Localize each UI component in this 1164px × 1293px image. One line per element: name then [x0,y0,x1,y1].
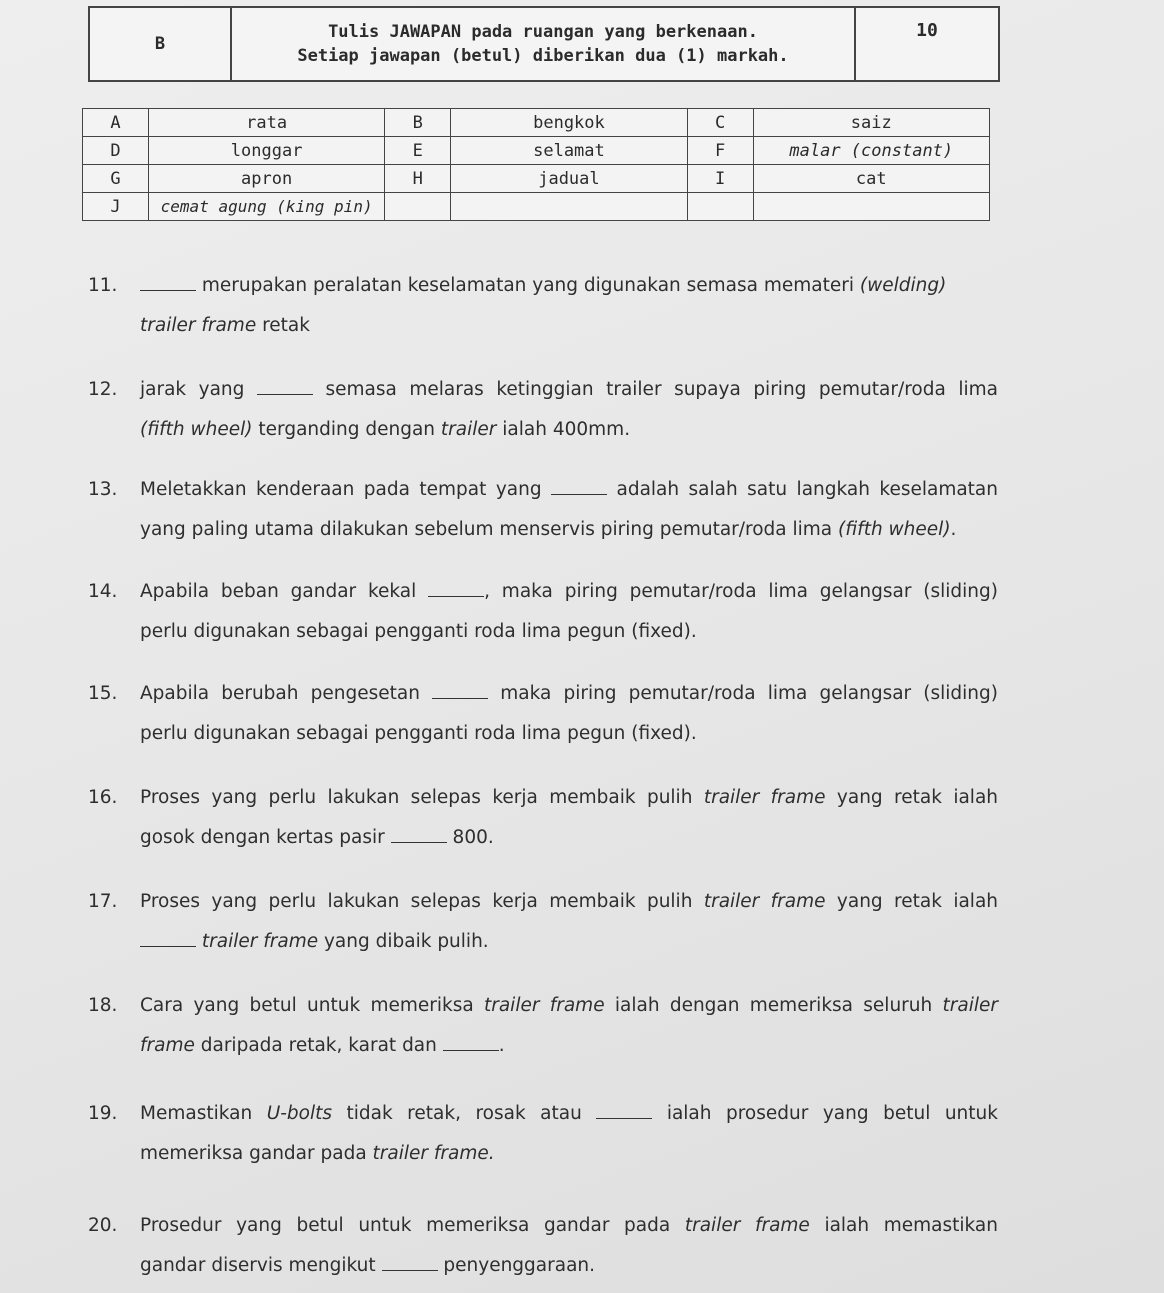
answer-blank[interactable] [428,580,484,597]
choice-value: apron [148,165,384,193]
question-text-italic: (fifth wheel) [838,519,951,540]
choice-key: C [687,109,753,137]
choice-key: J [83,193,149,221]
section-instructions [232,8,856,80]
question-number: 16. [88,787,118,808]
question-text: penyenggaraan. [443,1255,596,1276]
choice-value: rata [148,109,384,137]
question-text: merupakan peralatan keselamatan yang digunakan semasa memateri [201,275,855,296]
question-text: . [950,519,957,540]
question-text-italic: trailer [942,995,998,1016]
question-text: , maka piring pemutar/roda lima gelangsar (sliding) [484,581,998,602]
choice-key: H [385,165,451,193]
question-text: Prosedur yang betul untuk memeriksa gandar pada [140,1215,671,1236]
question-20 [88,1206,998,1286]
question-number: 15. [88,683,118,704]
question-text: maka piring pemutar/roda lima gelangsar (sliding) [500,683,998,704]
question-14 [88,572,998,652]
question-text-italic: trailer frame [703,787,826,808]
choice-value: jadual [451,165,687,193]
question-number: 11. [88,275,118,296]
question-number: 17. [88,891,118,912]
question-text: perlu digunakan sebagai pengganti roda lima pegun (fixed). [140,621,697,642]
question-text: memeriksa gandar pada [140,1143,367,1164]
question-text: yang paling utama dilakukan sebelum menservis piring pemutar/roda lima [140,519,833,540]
question-text: daripada retak, karat dan [200,1035,437,1056]
question-text: jarak yang [140,379,245,400]
question-text: 800. [452,827,494,848]
question-text-italic: trailer frame [201,931,319,952]
question-text: gosok dengan kertas pasir [140,827,385,848]
section-marks: 10 [916,20,938,41]
choice-key: G [83,165,149,193]
question-text: ialah prosedur yang betul untuk [666,1103,998,1124]
answer-blank[interactable] [257,378,313,395]
question-15 [88,674,998,754]
question-text: terganding dengan [258,419,436,440]
question-number: 12. [88,379,118,400]
question-18 [88,986,998,1066]
question-text-italic: (fifth wheel) [140,419,253,440]
choice-value: saiz [753,109,989,137]
choice-key: F [687,137,753,165]
answer-blank[interactable] [140,930,196,947]
question-text: Proses yang perlu lakukan selepas kerja membaik pulih [140,787,693,808]
question-text: ialah dengan memeriksa seluruh [614,995,933,1016]
question-text-italic: trailer [440,419,497,440]
question-text-italic: U-bolts [266,1103,332,1124]
question-11 [88,266,998,346]
question-19 [88,1094,998,1174]
choice-key: I [687,165,753,193]
question-text: gandar diservis mengikut [140,1255,376,1276]
question-text: retak [262,315,310,336]
question-number: 19. [88,1103,118,1124]
question-text-italic: (welding) [859,275,947,296]
choice-value: malar (constant) [753,137,989,165]
choice-value [451,193,687,221]
answer-blank[interactable] [443,1034,499,1051]
choice-key: A [83,109,149,137]
choice-value [753,193,989,221]
question-text-italic: trailer frame [483,995,605,1016]
section-label: B [90,8,232,80]
question-12 [88,370,998,450]
choice-value: cemat agung (king pin) [148,193,384,221]
question-text: Apabila berubah pengesetan [140,683,420,704]
instruction-line-2: Setiap jawapan (betul) diberikan dua (1) markah. [297,46,789,66]
choice-value: cat [753,165,989,193]
table-row [83,137,990,165]
question-text: Proses yang perlu lakukan selepas kerja membaik pulih [140,891,693,912]
choice-key [687,193,753,221]
question-17 [88,882,998,962]
question-13 [88,470,998,550]
choice-value: bengkok [451,109,687,137]
answer-blank[interactable] [382,1254,438,1271]
question-text: semasa melaras ketinggian trailer supaya piring pemutar/roda lima [325,379,998,400]
choice-value: selamat [451,137,687,165]
answer-blank[interactable] [140,274,196,291]
choice-key: B [385,109,451,137]
table-row [83,193,990,221]
question-text: Apabila beban gandar kekal [140,581,417,602]
question-number: 14. [88,581,118,602]
instruction-line-1: Tulis JAWAPAN pada ruangan yang berkenaan. [328,22,758,42]
question-number: 13. [88,479,118,500]
answer-blank[interactable] [596,1102,652,1119]
question-text: yang dibaik pulih. [323,931,489,952]
question-text: ialah memastikan [824,1215,998,1236]
choice-key: D [83,137,149,165]
question-text: perlu digunakan sebagai pengganti roda lima pegun (fixed). [140,723,697,744]
question-text: Meletakkan kenderaan pada tempat yang [140,479,542,500]
question-text: Cara yang betul untuk memeriksa [140,995,474,1016]
question-text-italic: trailer frame. [372,1143,495,1164]
question-text: yang retak ialah [836,787,998,808]
question-text: . [498,1035,505,1056]
table-row [83,165,990,193]
table-row [83,109,990,137]
question-text: adalah salah satu langkah keselamatan [616,479,998,500]
question-text-italic: trailer frame [140,315,257,336]
question-number: 20. [88,1215,118,1236]
question-text: ialah 400mm. [502,419,631,440]
section-header [88,6,1000,82]
question-number: 18. [88,995,118,1016]
answer-choices-table [82,108,990,221]
question-text-italic: trailer frame [684,1215,810,1236]
answer-blank[interactable] [432,682,488,699]
answer-blank[interactable] [391,826,447,843]
question-text: yang retak ialah [836,891,998,912]
choice-key: E [385,137,451,165]
question-text-italic: frame [140,1035,195,1056]
question-text: tidak retak, rosak atau [346,1103,582,1124]
question-text-italic: trailer frame [703,891,826,912]
question-text: Memastikan [140,1103,253,1124]
question-16 [88,778,998,858]
answer-blank[interactable] [551,478,607,495]
choice-value: longgar [148,137,384,165]
choice-key [385,193,451,221]
